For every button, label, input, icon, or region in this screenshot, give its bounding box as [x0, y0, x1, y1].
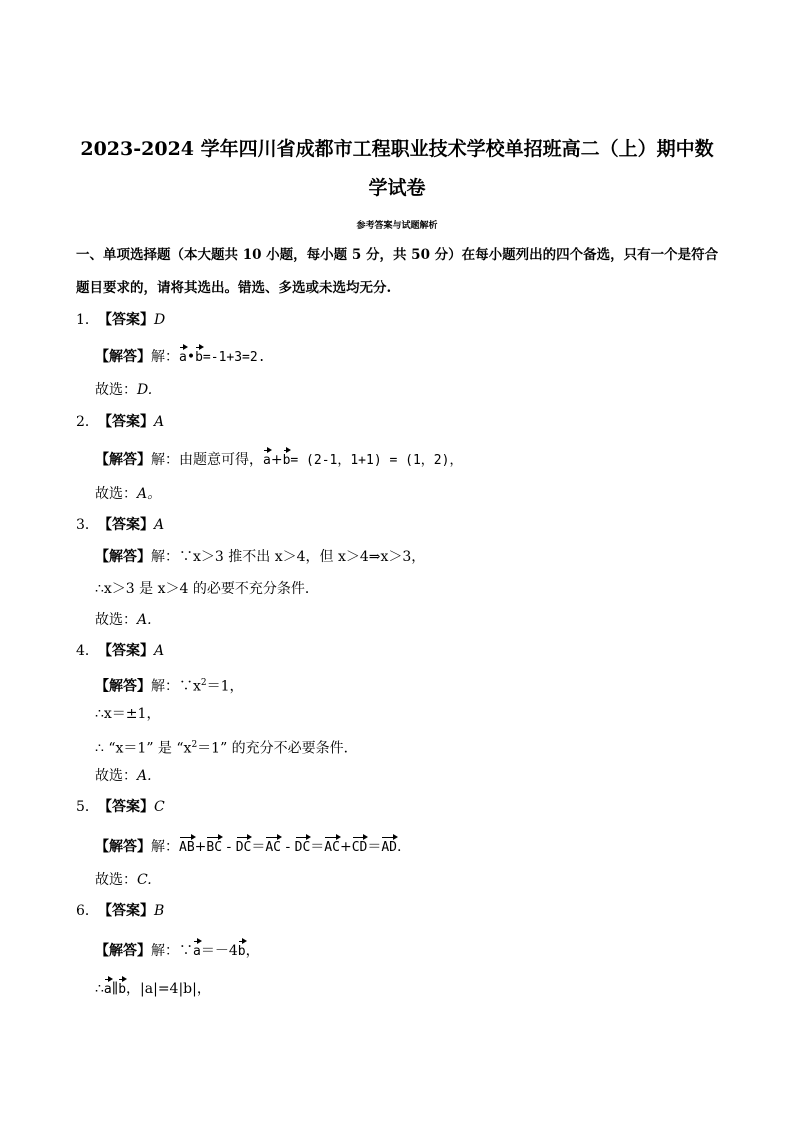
- q6-therefore: ∴: [95, 981, 104, 997]
- vector-DC: DC: [236, 835, 252, 857]
- q4-explanation: [95, 674, 244, 696]
- q3-choose: [95, 611, 152, 629]
- q1-answer: [76, 311, 165, 329]
- vector-AC: AC: [324, 835, 340, 857]
- vector-AC: AC: [265, 835, 281, 857]
- plus-operator: +: [270, 452, 283, 468]
- guxuan-label: 故选：: [95, 872, 137, 888]
- vector-a: a: [179, 345, 187, 367]
- explain-tag: 【解答】: [95, 943, 151, 959]
- vector-b: b: [195, 345, 203, 367]
- guxuan-label: 故选：: [95, 612, 137, 628]
- page-title-line1: 2023-2024 学年四川省成都市工程职业技术学校单招班高二（上）期中数: [80, 138, 714, 160]
- q5-explanation: 【解答】解：AB+BC - DC＝AC - DC＝AC+CD＝AD.: [95, 835, 401, 857]
- q3-number: 3．: [76, 517, 99, 533]
- q1-choose: [95, 381, 152, 399]
- q6-line2: [95, 977, 211, 999]
- q4-number: 4．: [76, 643, 99, 659]
- jie-label: 解：: [151, 549, 179, 565]
- vector-a: a: [104, 977, 112, 999]
- q6-line1-mid: ＝－4: [200, 943, 238, 959]
- q5-answer-letter: C: [154, 799, 165, 815]
- jie-label: 解：: [151, 678, 179, 695]
- q2-explanation: [95, 448, 462, 470]
- q6-answer-letter: B: [154, 903, 165, 919]
- jie-label: 解：: [151, 839, 179, 855]
- q5-choose: [95, 871, 152, 889]
- explain-tag: 【解答】: [95, 678, 151, 695]
- vector-DC: DC: [295, 835, 311, 857]
- q3-answer-letter: A: [154, 517, 165, 533]
- q6-number: 6．: [76, 903, 99, 919]
- page-title-line2: 学试卷: [368, 177, 426, 199]
- q1-answer-letter: D: [154, 312, 166, 328]
- q1-explain-rest: =-1+3=2.: [202, 350, 266, 365]
- q4-choose-letter: A.: [137, 768, 152, 784]
- guxuan-label: 故选：: [95, 768, 137, 784]
- q3-line1: ∵x＞3 推不出 x＞4，但 x＞4⇒x＞3，: [179, 549, 426, 565]
- q4-answer-letter: A: [154, 643, 165, 659]
- answer-tag: 【答案】: [98, 414, 154, 430]
- answer-tag: 【答案】: [98, 643, 154, 659]
- guxuan-label: 故选：: [95, 382, 137, 398]
- q4-line3: [95, 736, 358, 758]
- q4-line3-post: ＝1” 的充分不必要条件．: [197, 740, 358, 757]
- q3-conclusion: ∴x＞3 是 x＞4 的必要不充分条件．: [95, 581, 319, 597]
- q1-choose-letter: D.: [137, 382, 153, 398]
- answer-tag: 【答案】: [98, 517, 154, 533]
- q5-choose-letter: C.: [137, 872, 152, 888]
- answer-tag: 【答案】: [98, 903, 154, 919]
- q6-because: ∵: [179, 943, 193, 959]
- q1-explanation: [95, 345, 266, 367]
- q4-line3-pre: ∴ “x＝1” 是 “x: [95, 740, 192, 757]
- parallel-symbol: ∥: [111, 981, 119, 997]
- answer-tag: 【答案】: [98, 799, 154, 815]
- vector-AB: AB: [179, 835, 195, 857]
- q4-superscript: 2: [200, 678, 207, 688]
- q6-line2-post: ，|a|=4|b|，: [126, 981, 211, 997]
- vector-a: a: [193, 939, 201, 961]
- q3-answer: [76, 516, 164, 534]
- q3-explanation: [95, 548, 425, 566]
- q1-number: 1．: [76, 312, 99, 328]
- q4-choose: [95, 767, 152, 785]
- vector-b: b: [283, 448, 291, 470]
- q5-number: 5．: [76, 799, 99, 815]
- explain-tag: 【解答】: [95, 839, 151, 855]
- q3-choose-letter: A.: [137, 612, 152, 628]
- vector-b: b: [118, 977, 126, 999]
- q4-line2: ∴x＝±1，: [95, 706, 161, 722]
- q4-answer: [76, 642, 164, 660]
- q6-explanation: 【解答】解：∵a＝－4b，: [95, 939, 260, 961]
- q2-explain-rest: = (2-1，1+1) = (1，2)，: [290, 453, 463, 468]
- vector-CD: CD: [352, 835, 368, 857]
- answer-tag: 【答案】: [98, 312, 154, 328]
- vector-a: a: [263, 448, 271, 470]
- q2-choose: [95, 485, 161, 503]
- q6-answer: [76, 902, 164, 920]
- vector-b: b: [238, 939, 246, 961]
- q2-number: 2．: [76, 414, 99, 430]
- jie-label: 解：: [151, 943, 179, 959]
- q4-line1-pre: ∵x: [179, 678, 201, 695]
- q2-explain-pre: 由题意可得，: [179, 452, 263, 468]
- q5-answer: [76, 798, 165, 816]
- q2-choose-letter: A。: [137, 486, 162, 502]
- q2-answer-letter: A: [154, 414, 165, 430]
- guxuan-label: 故选：: [95, 486, 137, 502]
- dot-operator: •: [186, 349, 196, 365]
- section-intro-line2: 题目要求的，请将其选出。错选、多选或未选均无分.: [76, 280, 392, 296]
- explain-tag: 【解答】: [95, 549, 151, 565]
- section-intro-line1: 一、单项选择题（本大题共 10 小题，每小题 5 分，共 50 分）在每小题列出的四个备选，只有一个是符合: [76, 247, 719, 263]
- q4-line1-post: ＝1，: [206, 678, 244, 695]
- jie-label: 解：: [151, 349, 179, 365]
- vector-AD: AD: [381, 835, 397, 857]
- page-subtitle: 参考答案与试题解析: [356, 221, 438, 231]
- jie-label: 解：: [151, 452, 179, 468]
- q4-line3-superscript: 2: [191, 740, 198, 750]
- explain-tag: 【解答】: [95, 349, 151, 365]
- q2-answer: [76, 413, 164, 431]
- explain-tag: 【解答】: [95, 452, 151, 468]
- vector-BC: BC: [206, 835, 222, 857]
